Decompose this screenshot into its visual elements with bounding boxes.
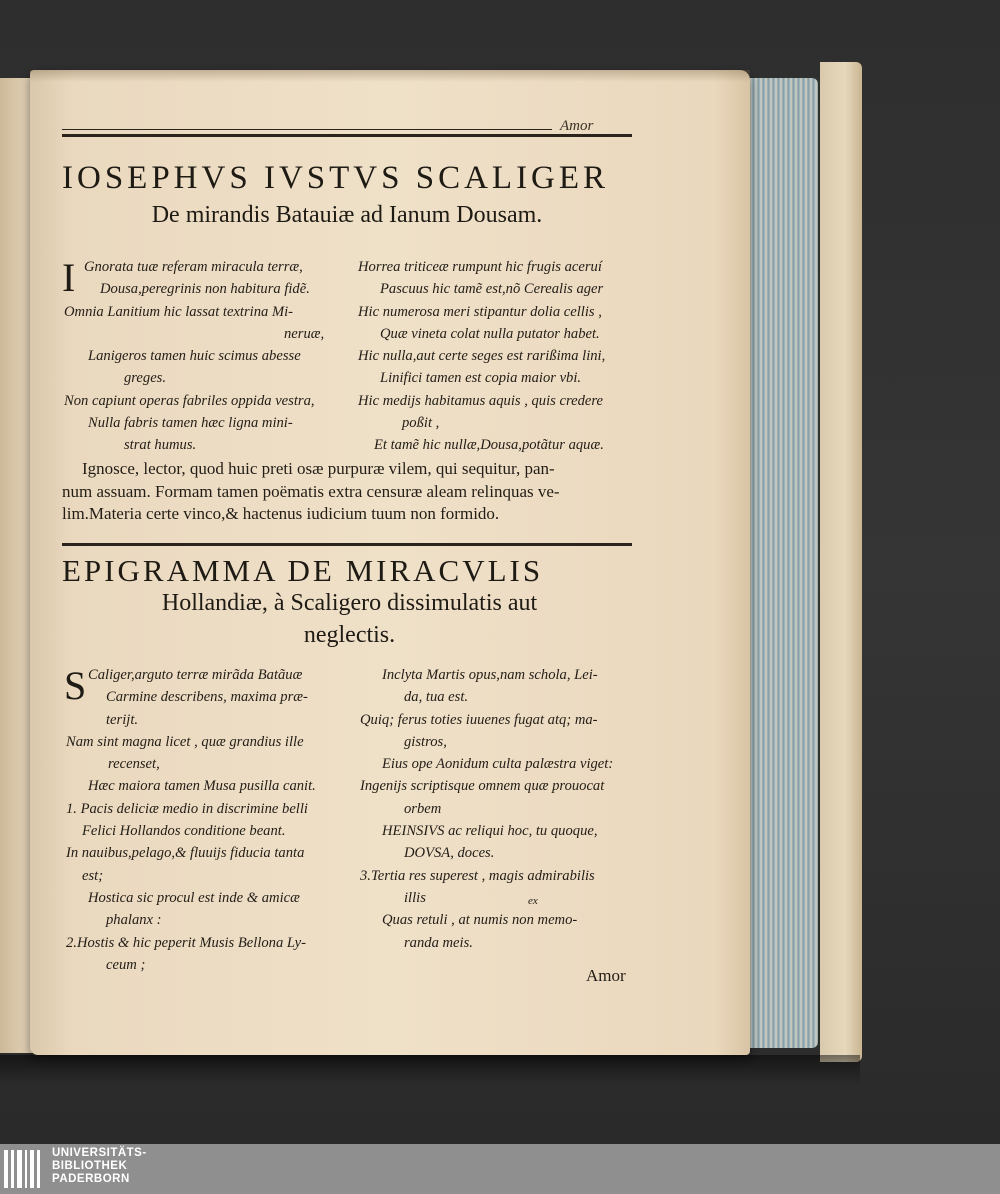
verse-line: Caliger,arguto terræ mirãda Batãuæ bbox=[88, 667, 303, 683]
epigram-title: EPIGRAMMA DE MIRACVLIS bbox=[62, 553, 544, 588]
verse-line: Quæ vineta colat nulla putator habet. bbox=[380, 325, 600, 342]
verse-line: est; bbox=[82, 867, 104, 884]
verse-line: Felici Hollandos conditione beant. bbox=[82, 823, 286, 840]
top-rule-thin bbox=[62, 129, 552, 130]
verse-line: randa meis. bbox=[404, 934, 473, 951]
library-line: UNIVERSITÄTS- bbox=[52, 1147, 147, 1159]
verse-line: Inclyta Martis opus,nam schola, Lei- bbox=[382, 667, 598, 683]
catchword-bottom: Amor bbox=[586, 966, 626, 985]
prose-line: Ignosce, lector, quod huic preti osæ purpuræ vilem, qui sequitur, pan- bbox=[82, 459, 555, 478]
verse-line: Carmine describens, maxima præ- bbox=[106, 689, 308, 706]
verse-line: Hostica sic procul est inde & amicæ bbox=[88, 889, 300, 906]
verse-line: terijt. bbox=[106, 711, 139, 728]
verse-line: Non capiunt operas fabriles oppida vestra, bbox=[64, 392, 315, 409]
library-name bbox=[52, 1147, 147, 1186]
verse-line: Ingenijs scriptisque omnem quæ prouocat bbox=[360, 778, 605, 795]
page-subtitle: De mirandis Batauiæ ad Ianum Dousam. bbox=[151, 202, 543, 228]
page-shadow bbox=[30, 70, 750, 82]
verse-line: gistros, bbox=[404, 733, 447, 750]
epigram-right-column bbox=[360, 664, 613, 954]
verse-line: Horrea triticeæ rumpunt hic frugis aceruí bbox=[358, 259, 602, 275]
verse-line: Nam sint magna licet , quæ grandius ille bbox=[66, 733, 304, 750]
verse-line: orbem bbox=[404, 800, 442, 817]
verse-line: ceum ; bbox=[106, 956, 146, 973]
book-cover-board bbox=[820, 62, 862, 1062]
verse-line: Linifici tamen est copia maior vbi. bbox=[380, 370, 582, 387]
verse-line: In nauibus,pelago,& fluuijs fiducia tanta bbox=[66, 845, 305, 862]
verse-line: 1. Pacis deliciæ medio in discrimine belli bbox=[66, 800, 308, 817]
verse-line: Nulla fabris tamen hæc ligna mini- bbox=[88, 415, 293, 432]
verse-line: DOVSA, doces. bbox=[404, 845, 495, 862]
page-title: IOSEPHVS IVSTVS SCALIGER bbox=[62, 160, 610, 196]
prose-paragraph bbox=[62, 458, 637, 526]
verse-line: Hæc maiora tamen Musa pusilla canit. bbox=[88, 778, 316, 795]
verse-line: neruæ, bbox=[284, 325, 325, 342]
drop-cap-s: S bbox=[64, 663, 87, 708]
verse-line: Hic numerosa meri stipantur dolia cellis , bbox=[358, 303, 602, 320]
verse-line: phalanx : bbox=[106, 912, 162, 929]
catchword-top: Amor bbox=[560, 118, 594, 134]
verse-line: Pascuus hic tamẽ est,nõ Cerealis ager bbox=[380, 281, 604, 298]
page-bottom-shadow bbox=[0, 1055, 860, 1085]
verse-line: recenset, bbox=[108, 756, 160, 773]
verse-line: illis bbox=[404, 889, 426, 906]
verse-line: Quiq; ferus toties iuuenes fugat atq; ma- bbox=[360, 711, 598, 728]
verse-line: Omnia Lanitium hic lassat textrina Mi- bbox=[64, 303, 294, 320]
verse-line: Hic nulla,aut certe seges est rarißima lini, bbox=[358, 348, 606, 365]
top-rule bbox=[62, 134, 632, 137]
drop-cap-i: I bbox=[62, 255, 76, 300]
prose-line: num assuam. Formam tamen poëmatis extra censuræ aleam relinquas ve- bbox=[62, 481, 560, 501]
section-rule bbox=[62, 543, 632, 546]
verse-line: Gnorata tuæ referam miracula terræ, bbox=[84, 259, 303, 275]
verse-line: 2.Hostis & hic peperit Musis Bellona Ly- bbox=[66, 934, 306, 951]
verse-line: greges. bbox=[124, 370, 167, 387]
verse-line: Eius ope Aonidum culta palæstra viget: bbox=[382, 756, 614, 773]
verse-line: Et tamẽ hic nullæ,Dousa,potãtur aquæ. bbox=[374, 437, 604, 454]
epigram-subtitle-1: Hollandiæ, à Scaligero dissimulatis aut bbox=[161, 590, 538, 616]
verse-line: HEINSIVS ac reliqui hoc, tu quoque, bbox=[382, 823, 598, 840]
library-footer-bar bbox=[0, 1144, 1000, 1194]
barcode-stripes-icon bbox=[4, 1148, 44, 1190]
verse-line: Hic medijs habitamus aquis , quis credere bbox=[358, 392, 603, 409]
verse-line: poßit , bbox=[402, 415, 440, 432]
library-line: BIBLIOTHEK bbox=[52, 1160, 128, 1172]
verse-line: Lanigeros tamen huic scimus abesse bbox=[88, 348, 301, 365]
verse-line: da, tua est. bbox=[404, 689, 469, 706]
verse-line: Quas retuli , at numis non memo- bbox=[382, 912, 578, 929]
verse-line: 3.Tertia res superest , magis admirabilis bbox=[360, 867, 595, 884]
poem1-left-column bbox=[64, 256, 324, 457]
interlinear-note: ex bbox=[528, 895, 538, 907]
verse-line: strat humus. bbox=[124, 437, 197, 454]
library-line: PADERBORN bbox=[52, 1173, 130, 1185]
poem1-right-column bbox=[358, 256, 605, 457]
verse-line: Dousa,peregrinis non habitura fidẽ. bbox=[100, 281, 310, 298]
left-page-edge bbox=[0, 78, 33, 1053]
epigram-left-column bbox=[66, 664, 316, 976]
epigram-subtitle-2: neglectis. bbox=[303, 622, 396, 648]
prose-line: lim.Materia certe vinco,& hactenus iudicium tuum non formido. bbox=[62, 504, 500, 523]
page-edges bbox=[748, 78, 818, 1048]
